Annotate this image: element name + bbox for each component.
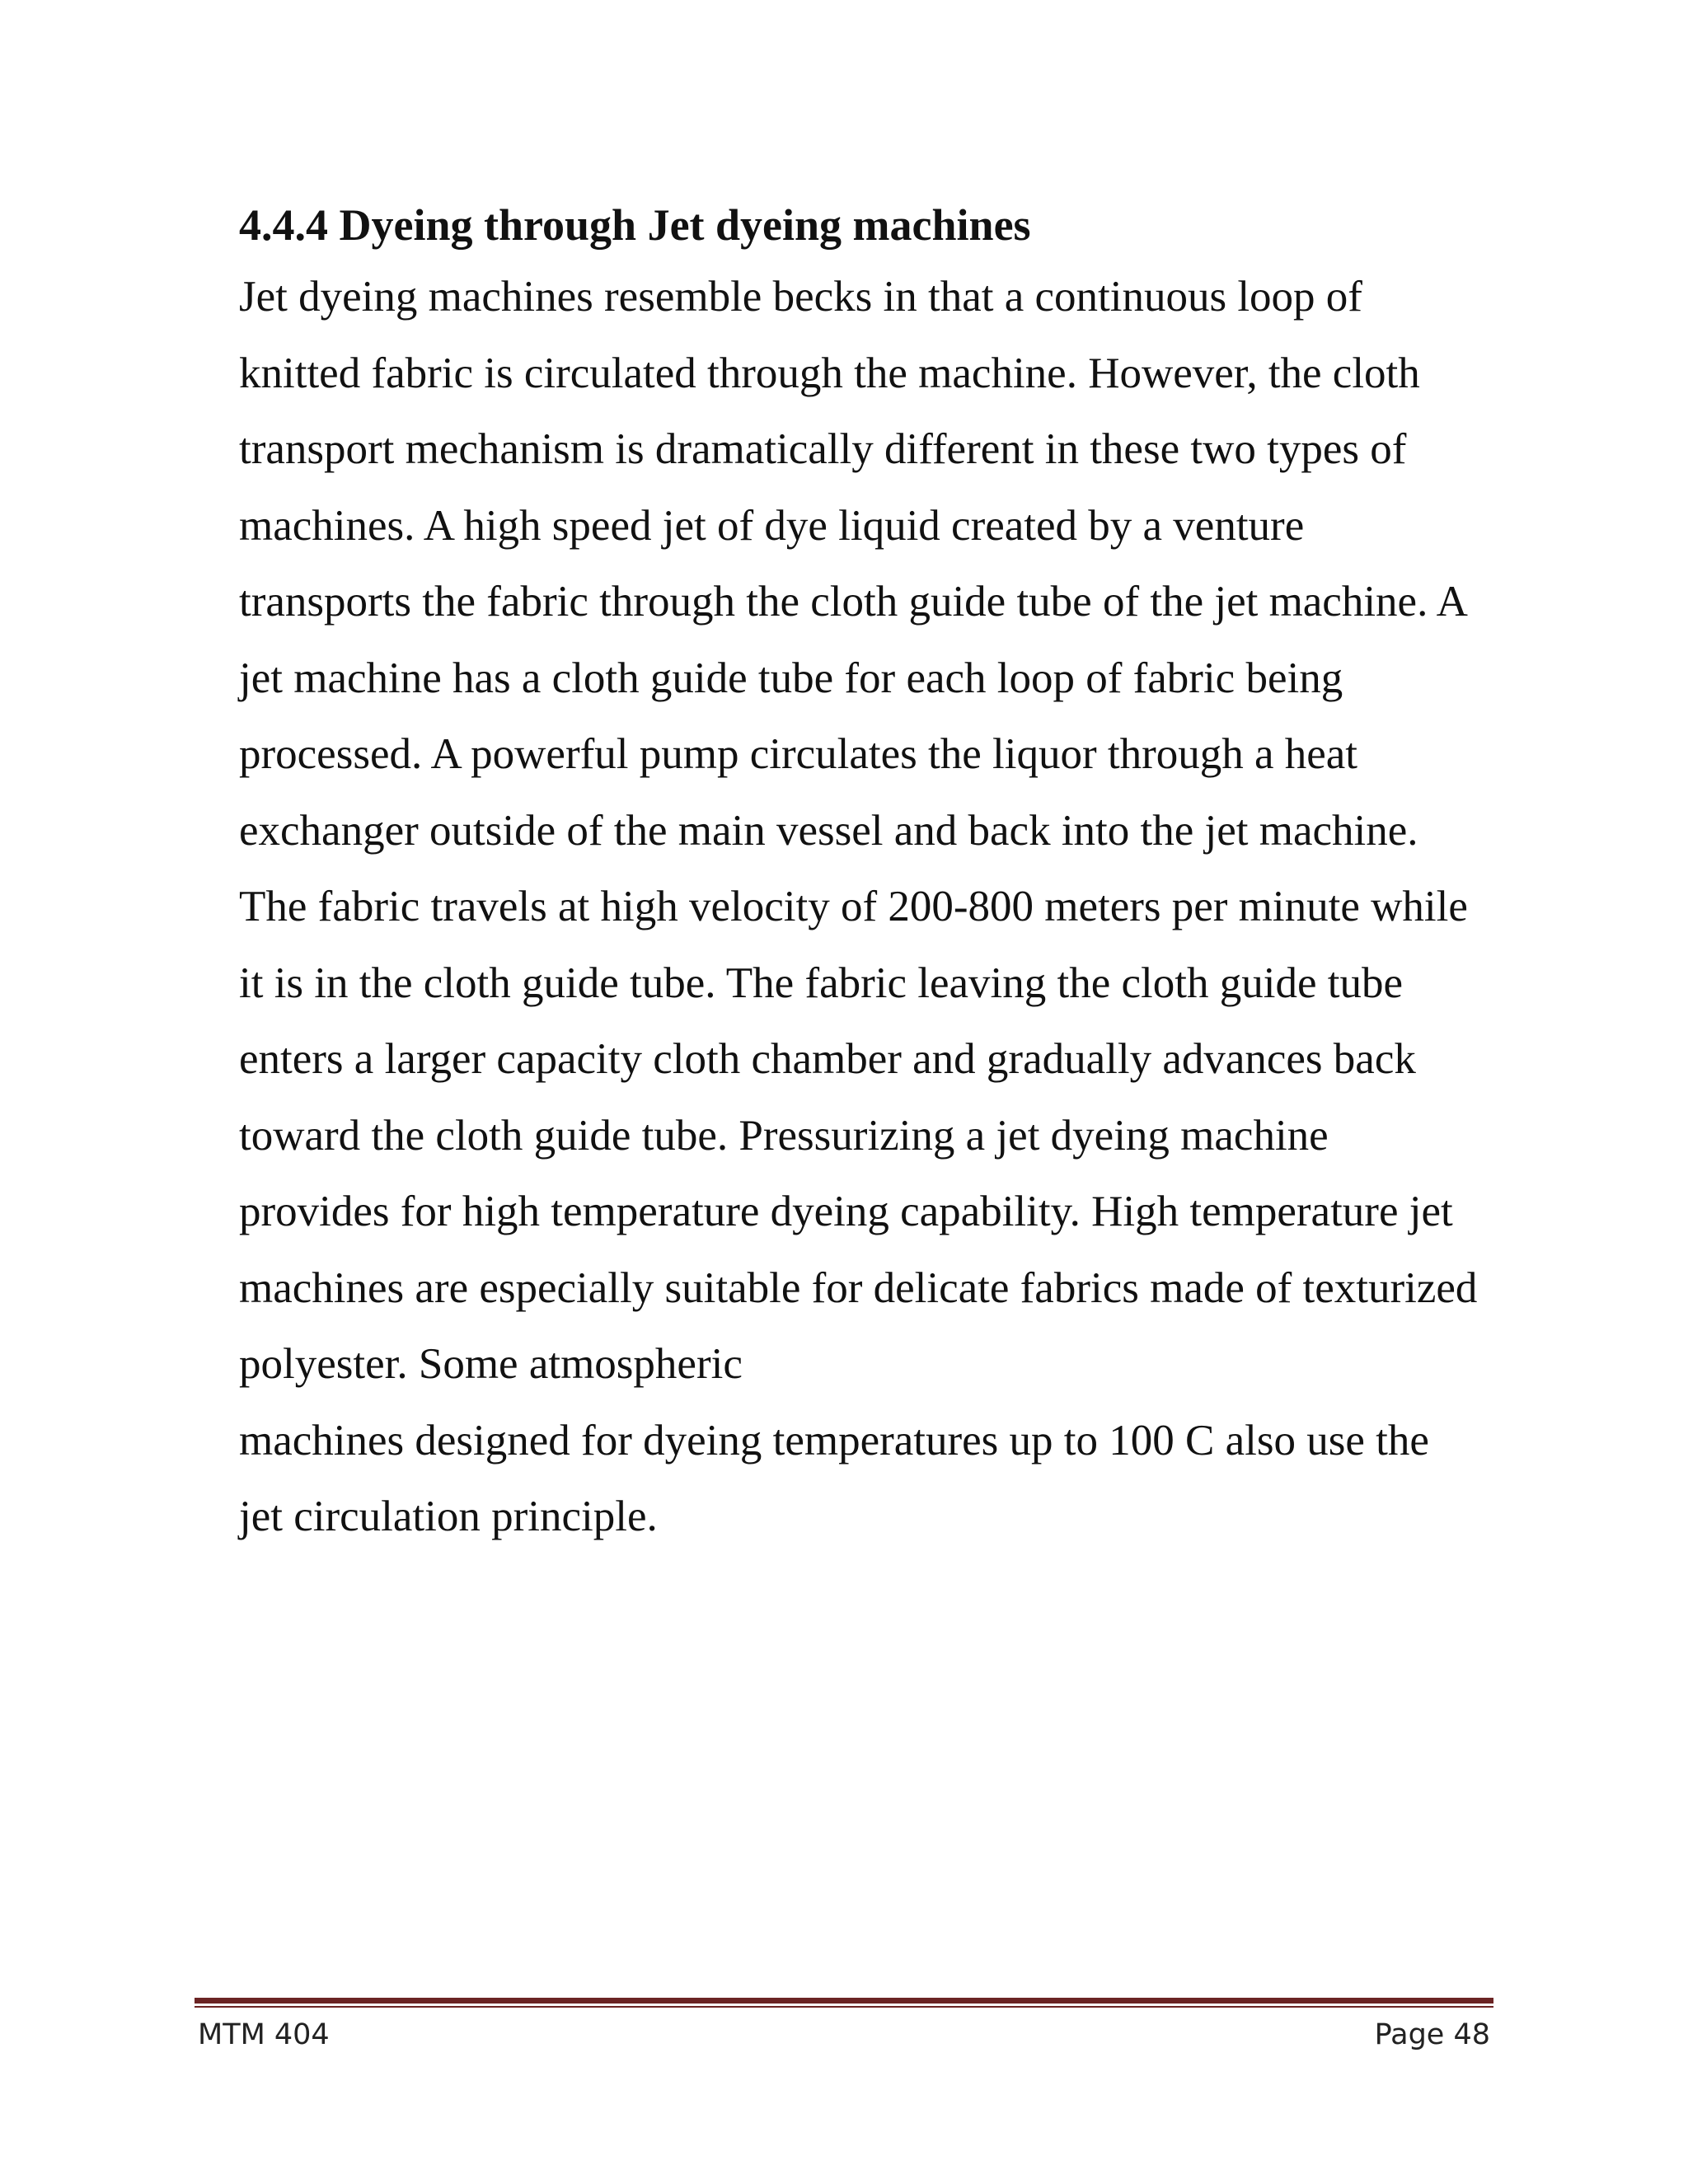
body-line: knitted fabric is circulated through the machine. However, the cloth (239, 349, 1420, 397)
section-heading: 4.4.4 Dyeing through Jet dyeing machines (239, 200, 1031, 250)
body-line: toward the cloth guide tube. Pressurizing a jet dyeing machine (239, 1111, 1329, 1160)
body-line: polyester. Some atmospheric (239, 1340, 743, 1388)
body-line: exchanger outside of the main vessel and back into the jet machine. (239, 806, 1418, 855)
page-content (239, 191, 1508, 1555)
body-paragraph (239, 259, 1508, 1555)
footer-course-code: MTM 404 (198, 2018, 330, 2051)
body-line: machines. A high speed jet of dye liquid created by a venture (239, 501, 1305, 550)
body-line: Jet dyeing machines resemble becks in that a continuous loop of (239, 273, 1362, 321)
body-line: provides for high temperature dyeing capability. High temperature jet (239, 1188, 1453, 1235)
body-line: it is in the cloth guide tube. The fabric leaving the cloth guide tube (239, 958, 1403, 1007)
body-line: machines are especially suitable for delicate fabrics made of texturized (239, 1263, 1478, 1312)
body-line: transport mechanism is dramatically different in these two types of (239, 425, 1407, 473)
body-line: enters a larger capacity cloth chamber and gradually advances back (239, 1035, 1416, 1083)
body-line: The fabric travels at high velocity of 200-800 meters per minute while (239, 883, 1468, 930)
footer-divider-thin (195, 2006, 1493, 2008)
body-line: processed. A powerful pump circulates the liquor through a heat (239, 730, 1358, 778)
body-line: jet machine has a cloth guide tube for each loop of fabric being (239, 654, 1343, 702)
body-line: jet circulation principle. (239, 1493, 658, 1540)
footer-page-number: Page 48 (1374, 2018, 1490, 2051)
body-line: transports the fabric through the cloth guide tube of the jet machine. A (239, 578, 1468, 626)
footer-divider-thick (195, 1998, 1493, 2004)
footer-divider (195, 1998, 1493, 2008)
body-line: machines designed for dyeing temperatures up to 100 C also use the (239, 1416, 1429, 1465)
